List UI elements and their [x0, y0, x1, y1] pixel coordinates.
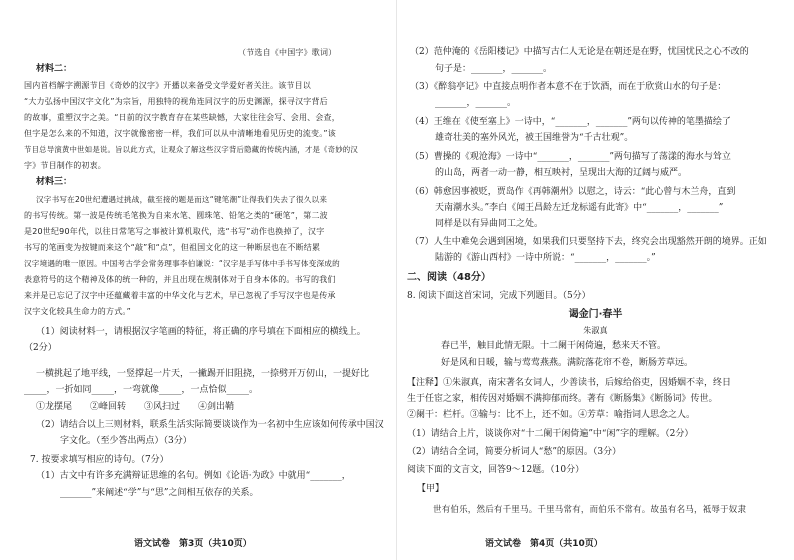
material-3-line: 书写的笔画变为按键而来这个“敲”和“点”，但祖国文化的这一种断层也在不断结累 [24, 243, 321, 252]
q7-line: 陆游的《游山西村》一诗中所说：“_______，_______。” [435, 253, 656, 263]
q7-line: （5）曹操的《观沧海》一诗中“_______，_______”两句描写了荡漾的海水与耸立 [410, 152, 731, 162]
question-6-1-score: （2分） [24, 343, 57, 353]
poem-note: 【注释】①朱淑真，南宋著名女词人，少善读书，后嫁给俗吏，因婚姻不幸，终日 [407, 378, 732, 388]
material-2-line: 字》节目制作的初衷。 [24, 161, 106, 170]
q7-line: 雄奇壮美的塞外风光，被王国维誉为“千古壮观”。 [435, 133, 634, 143]
q7-line: （6）韩愈因事被贬，贾岛作《再韩潮州》以慰之，诗云：“此心曾与木兰舟，直到 [410, 187, 736, 197]
q7-line: （7）人生中难免会遇到困境，如果我们只要坚持下去，终究会出现豁然开朗的境界。正如 [410, 237, 767, 247]
material-3-line: 是20世纪90年代，以往日常笔写之事被计算机取代，选“书写”动作也换掉了，汉字 [24, 227, 325, 236]
question-8-2: （2）请结合全词，简要分析词人“愁”的原因。（3分） [407, 447, 622, 457]
q7-line: （3）《醉翁亭记》中直接点明作者本意不在于饮酒，而在于欣赏山水的句子是： [410, 82, 727, 92]
q7-line: 同样是以有异曲同工之处。 [435, 219, 544, 229]
source-note: （节选自《中国字》歌词） [238, 48, 337, 57]
poem-line-1: 春已半，触目此情无限。十二阑干闲倚遍，愁来天不管。 [441, 341, 667, 351]
footer-page-3: 语文试卷 第3页（共10页） [134, 539, 252, 549]
question-7-title: 7. 按要求填写相应的诗句。（7分） [30, 455, 169, 465]
strokes-sentence: 一横挑起了地平线，一竖撑起一片天，一撇踢开旧阻挠，一捺劈开万仞山，一提好比 [36, 369, 370, 379]
q7-line: （2）范仲淹的《岳阳楼记》中描写古仁人无论是在朝还是在野，忧国忧民之心不改的 [410, 47, 749, 57]
material-3-line: 来并是已忘记了汉字中还蕴藏着丰富的中华文化与艺术，早已忽视了手写汉字也是传承 [24, 291, 336, 300]
question-8-intro: 8. 阅读下面这首宋词，完成下列题目。（5分） [407, 291, 591, 301]
material-2-line: “大力弘扬中国汉字文化”为宗旨，用独特的视角连同汉字的历史渊源，探寻汉字背后 [24, 97, 328, 106]
exam-page-4 [397, 0, 794, 560]
poem-line-2: 好是风和日暖，输与莺莺燕燕。满院落花帘不卷，断肠芳草远。 [441, 358, 694, 368]
poem-note: ②阑干：栏杆。③输与：比不上，还不如。④芳草：喻指词人思念之人。 [407, 410, 696, 420]
material-2-line: 但字是怎么来的不知道，汉字就像密密一样，我们可以从中清晰地看见历史的流变。”该 [24, 129, 336, 138]
stroke-options: ①龙摆尾 ②峰回转 ③风扫过 ④剑出鞘 [36, 402, 235, 412]
material-3-line: 表意符号的这个精神及体的统一种的，并且出现在规制体对于自身本体的。书写的我们 [24, 275, 336, 284]
material-2-line: 的故事，重塑汉字之美。“日前的汉字教育存在某些缺憾，大家往往会写、会用、会查， [24, 113, 340, 122]
poem-note: 生于任宦之家，相传因对婚姻不满抑郁而终。著有《断肠集》《断肠词》传世。 [407, 394, 718, 404]
question-7-1-cont: _______”来阐述“学”与“思”之间相互依存的关系。 [60, 488, 259, 498]
material-3-title: 材料三： [36, 177, 73, 187]
material-3-line: 汉字境遇的唯一原因。中国考古学会常务理事李伯谦说：“汉字是手写体中手书写体变深成的 [24, 259, 340, 268]
passage-jia-label: 【甲】 [417, 484, 445, 494]
material-2-line: 节目总导演黄中世如是说。旨以此方式，让观众了解这些汉字背后隐藏的传统内涵，才是《奇妙的汉 [24, 145, 358, 154]
question-8-1: （1）请结合上片，谈谈你对“十二阑干闲倚遍”中“闲”字的理解。（2分） [407, 429, 694, 439]
material-3-line: 的书写传统。第一波是传统毛笔换为自来水笔、圆珠笔、铅笔之类的“硬笔”，第二波 [24, 211, 328, 220]
q7-line: _______，_______。 [435, 98, 517, 108]
question-6-2: （2）请结合以上三则材料，联系生活实际简要谈谈作为一名初中生应该如何传承中国汉 [36, 420, 384, 430]
q7-line: （4）王维在《使至塞上》一诗中，“_______，_______”两句以传神的笔墨描绘了 [410, 117, 731, 127]
strokes-blanks: _____，一折如同_____，一弯就像_____，一点恰似_____。 [24, 385, 259, 395]
question-6-2-cont: 字文化。（至少答出两点）（3分） [60, 436, 192, 446]
question-6-1: （1）阅读材料一，请根据汉字笔画的特征，将正确的序号填在下面相应的横线上。 [36, 327, 366, 337]
q7-line: 句子是：_______，_______。 [435, 64, 553, 74]
classical-reading-intro: 阅读下面的文言文，回答9～12题。（10分） [407, 465, 585, 475]
poem-title: 谒金门·春半 [568, 309, 623, 320]
material-2-title: 材料二： [36, 64, 73, 74]
question-7-1: （1）古文中有许多充满辩证思维的名句。例如《论语·为政》中就用“_______， [36, 471, 351, 481]
q7-line: 的山岛，两者一动一静，相互映衬，呈现出大海的辽阔与威严。 [435, 168, 688, 178]
q7-line: 天南潮水头。”李白《闻王昌龄左迁龙标遥有此寄》中“_______，_______” [435, 203, 724, 213]
material-3-line: 汉字文化较具生命力的方式。” [24, 307, 131, 316]
footer-page-4: 语文试卷 第4页（共10页） [485, 539, 603, 549]
material-3-line: 汉字书写在20世纪遭遇过挑战，截至接的题是而这“键笔潮”让得我们失去了很久以来 [36, 195, 328, 204]
poem-author: 朱淑真 [583, 326, 608, 335]
section-reading-title: 二、阅读（48分） [407, 272, 491, 283]
passage-jia-text: 世有伯乐，然后有千里马。千里马常有，而伯乐不常有。故虽有名马，祗辱于奴隶 [433, 505, 747, 515]
material-2-line: 国内首档解字溯源节目《奇妙的汉字》开播以来备受文学爱好者关注。该节目以 [24, 81, 311, 90]
